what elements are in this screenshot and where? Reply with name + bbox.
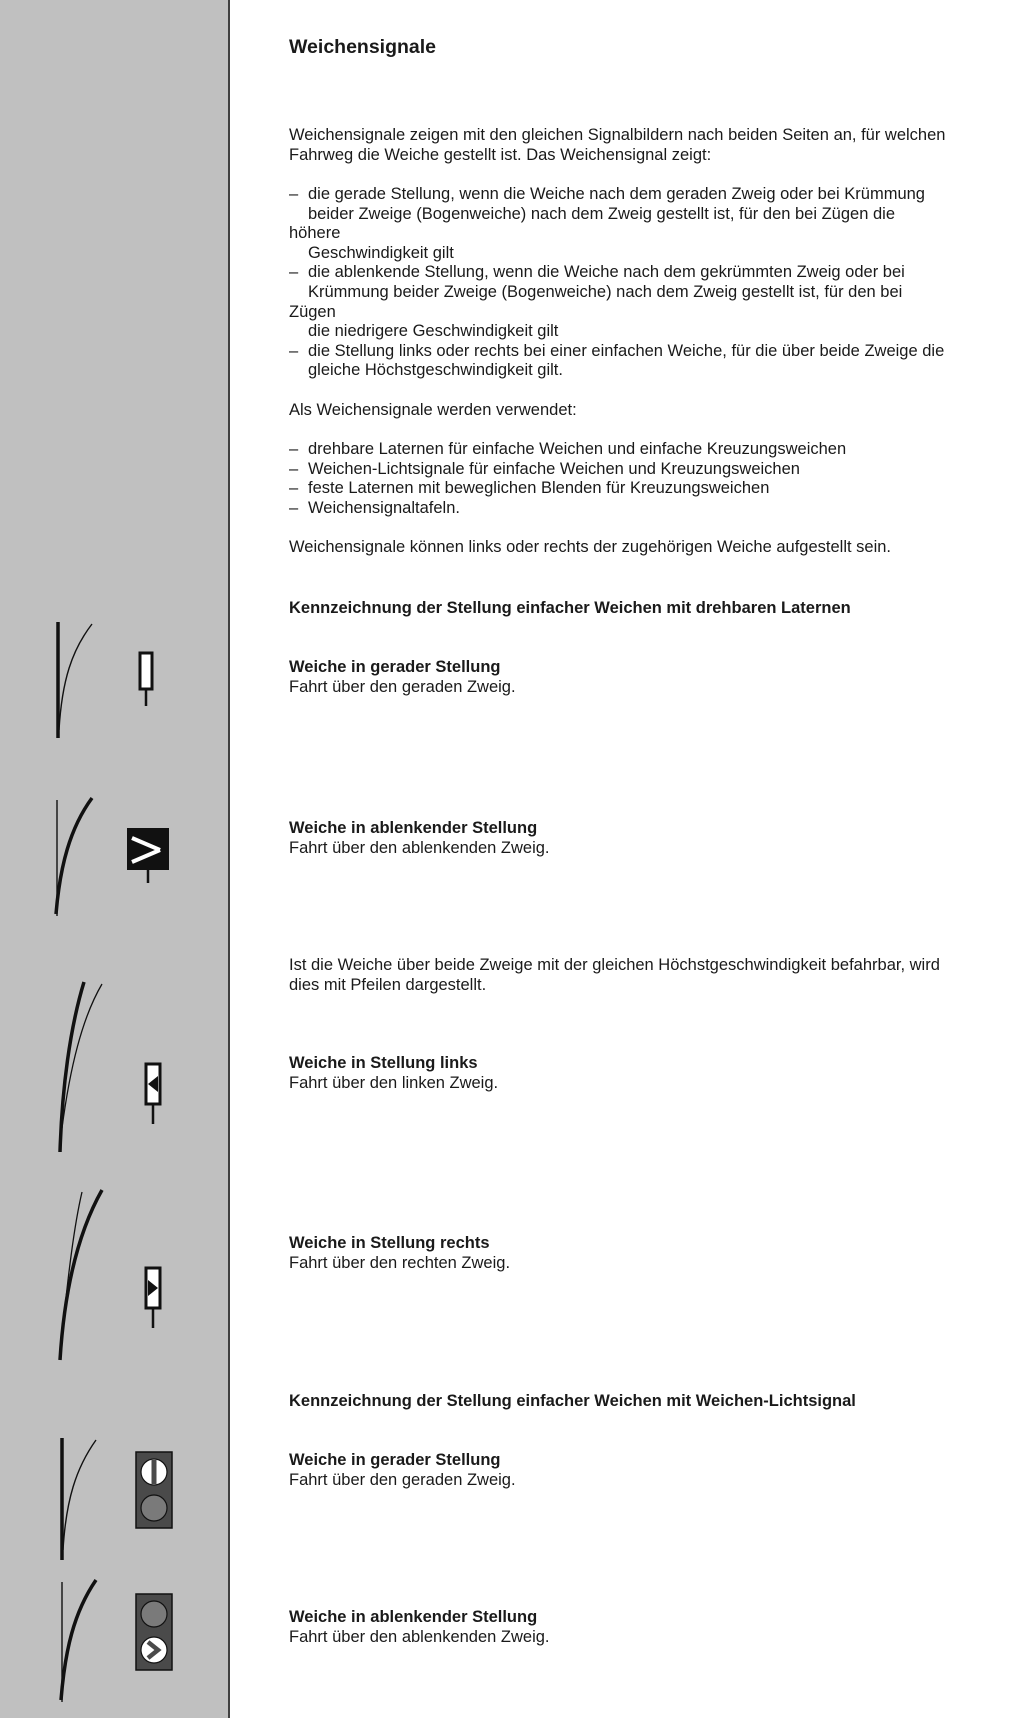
text-line: Ist die Weiche über beide Zweige mit der gleichen Höchstgeschwindigkeit befahrbar, wird xyxy=(289,956,940,974)
item-heading: Weiche in ablenkender Stellung xyxy=(289,819,538,837)
switch-right-diagram xyxy=(52,1186,112,1362)
list-item: – die gerade Stellung, wenn die Weiche nach dem geraden Zweig oder bei Krümmung xyxy=(289,185,925,203)
lantern-right-icon xyxy=(140,1264,170,1330)
equal-speed-note xyxy=(289,956,940,995)
item-description: Fahrt über den ablenkenden Zweig. xyxy=(289,838,550,857)
list-item-continuation: höhere xyxy=(289,224,341,243)
dash-glyph: – xyxy=(289,459,299,478)
dash-glyph: – xyxy=(289,341,299,360)
aspect-list xyxy=(289,185,944,381)
item-heading: Weiche in Stellung rechts xyxy=(289,1234,490,1252)
list-item: – drehbare Laternen für einfache Weichen und einfache Kreuzungsweichen xyxy=(289,440,847,458)
list-item: – die Stellung links oder rechts bei einer einfachen Weiche, für die über beide Zweige die xyxy=(289,341,945,360)
list-item: – Weichen-Lichtsignale für einfache Weichen und Kreuzungsweichen xyxy=(289,459,800,478)
switch-straight-diagram xyxy=(50,620,100,740)
item-heading: Weiche in Stellung links xyxy=(289,1054,478,1072)
item-description: Fahrt über den ablenkenden Zweig. xyxy=(289,1627,550,1646)
list-item-continuation: Zügen xyxy=(289,302,336,321)
list-item-continuation: die niedrigere Geschwindigkeit gilt xyxy=(308,322,559,341)
section-heading-lantern: Kennzeichnung der Stellung einfacher Weichen mit drehbaren Laternen xyxy=(289,599,851,617)
item-heading: Weiche in gerader Stellung xyxy=(289,1451,501,1469)
list-item-continuation: Geschwindigkeit gilt xyxy=(308,243,454,262)
lantern-left-block xyxy=(289,1054,498,1093)
text-line: Weichensignale zeigen mit den gleichen Signalbildern nach beiden Seiten an, für welchen xyxy=(289,126,946,144)
item-description: Fahrt über den geraden Zweig. xyxy=(289,1470,516,1489)
text-line: Fahrweg die Weiche gestellt ist. Das Weichensignal zeigt: xyxy=(289,145,712,164)
dash-glyph: – xyxy=(289,440,299,458)
lantern-right-block xyxy=(289,1234,510,1273)
item-description: Fahrt über den rechten Zweig. xyxy=(289,1253,511,1272)
text-line: dies mit Pfeilen dargestellt. xyxy=(289,975,487,994)
item-heading: Weiche in gerader Stellung xyxy=(289,658,501,676)
item-description: Fahrt über den geraden Zweig. xyxy=(289,677,516,696)
switch-diverging-diagram-2 xyxy=(54,1578,104,1704)
light-straight-block xyxy=(289,1451,516,1490)
dash-glyph: – xyxy=(289,498,299,517)
lantern-diverging-block xyxy=(289,819,550,858)
list-item-continuation: gleiche Höchstgeschwindigkeit gilt. xyxy=(308,361,563,380)
list-item: – feste Laternen mit beweglichen Blenden für Kreuzungsweichen xyxy=(289,479,770,498)
symbol-column xyxy=(0,0,230,1718)
uses-intro: Als Weichensignale werden verwendet: xyxy=(289,401,577,419)
intro-paragraph xyxy=(289,126,945,165)
list-item: – die ablenkende Stellung, wenn die Weiche nach dem gekrümmten Zweig oder bei xyxy=(289,263,905,282)
list-item-continuation: beider Zweige (Bogenweiche) nach dem Zweig gestellt ist, für den bei Zügen die xyxy=(308,204,895,223)
page-title: Weichensignale xyxy=(289,36,437,58)
placement-note: Weichensignale können links oder rechts der zugehörigen Weiche aufgestellt sein. xyxy=(289,538,892,556)
lantern-left-icon xyxy=(140,1060,170,1126)
dash-glyph: – xyxy=(289,185,299,203)
list-item: – Weichensignaltafeln. xyxy=(289,498,460,517)
switch-diverging-diagram xyxy=(50,796,100,918)
uses-list xyxy=(289,440,846,518)
lantern-diverging-icon xyxy=(124,824,172,884)
light-signal-diverging-icon xyxy=(134,1592,174,1672)
lantern-straight-block xyxy=(289,658,516,697)
dash-glyph: – xyxy=(289,263,299,282)
light-diverging-block xyxy=(289,1608,550,1647)
light-signal-straight-icon xyxy=(134,1450,174,1530)
section-heading-light: Kennzeichnung der Stellung einfacher Weichen mit Weichen-Lichtsignal xyxy=(289,1392,856,1410)
list-item-continuation: Krümmung beider Zweige (Bogenweiche) nach dem Zweig gestellt ist, für den bei xyxy=(308,282,903,301)
switch-left-diagram xyxy=(52,978,112,1154)
lantern-straight-icon xyxy=(134,650,164,708)
switch-straight-diagram-2 xyxy=(54,1436,104,1562)
dash-glyph: – xyxy=(289,479,299,498)
item-description: Fahrt über den linken Zweig. xyxy=(289,1073,499,1092)
item-heading: Weiche in ablenkender Stellung xyxy=(289,1608,538,1626)
